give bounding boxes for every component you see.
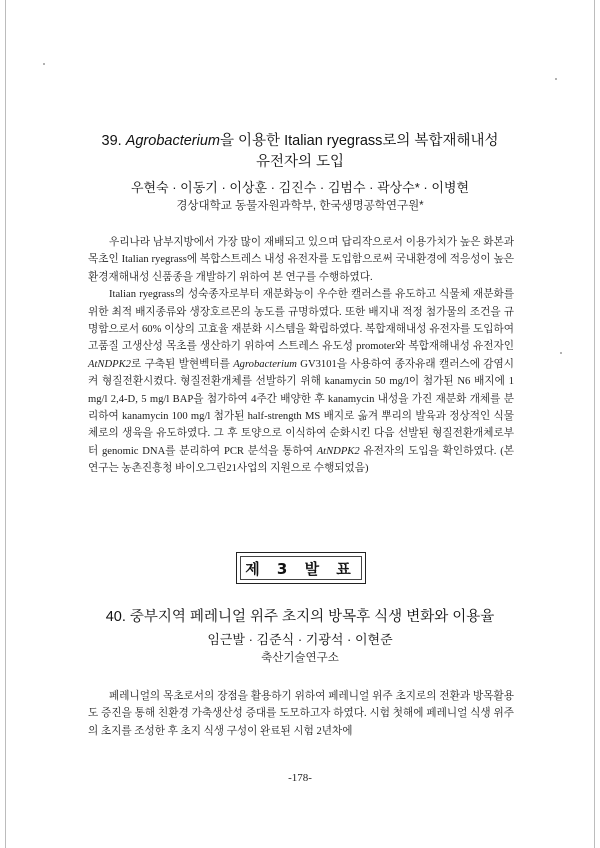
article-39-title-line1	[0, 129, 600, 150]
gene-name-atndpk2: AtNDPK2	[88, 358, 131, 370]
article-40-authors: 임근발 · 김준식 · 기광석 · 이현준	[207, 632, 393, 647]
gene-name-atndpk2: AtNDPK2	[316, 445, 360, 457]
article-39-title-rest: 을 이용한 Italian ryegrass로의 복합재해내성	[219, 133, 499, 149]
page-number: -178-	[288, 772, 312, 784]
article-40-body	[88, 688, 514, 740]
scan-speck	[560, 352, 562, 354]
article-40-affiliation: 축산기술연구소	[261, 652, 339, 664]
species-name-agrobacterium: Agrobacterium	[233, 358, 297, 370]
article-40-title: 40. 중부지역 페레니얼 위주 초지의 방목후 식생 변화와 이용율	[105, 609, 495, 625]
article-39-number: 39.	[101, 133, 126, 149]
article-39-authors: 우현숙 · 이동기 · 이상훈 · 김진수 · 김범수 · 곽상수* · 이병현	[130, 180, 470, 195]
article-39-body	[88, 234, 514, 478]
page-edge-left	[5, 0, 6, 848]
scan-speck	[555, 78, 557, 80]
session-heading-label: 제 3 발 표	[240, 556, 362, 580]
article-39-title-italic: Agrobacterium	[125, 133, 220, 149]
article-39-paragraph-2: Italian ryegrass의 성숙종자로부터 재분화능이 우수한 캘러스를 유도하고 식물체 재분화를 위한 최적 배지종류와 생장호르몬의 농도를 규명하였다. 또한 배지내 적정 첨가물의 조건을 규명함으로서 60% 이상의 고효율 재분화 시스템을 확립하였다. 복합재해내성 유전자를 도입하여 고품질 고생산성 목초를 생산하기 위하여 스트레스 유도성 promoter와 복합재해내성 유전자인 AtNDPK2로 구축된 발현벡터를 Agrobacterium GV3101을 사용하여 종자유래 캘러스에 감염시켜 형질전환시켰다. 형질전환개체를 선발하기 위해 kanamycin 50 mg/l이 첨가된 N6 배지에 1 mg/l 2,4-D, 5 mg/l BAP을 첨가하여 4주간 배양한 후 kanamycin 내성을 가진 재분화 개체를 분리하여 kanamycin 100 mg/l 첨가된 half-strength MS 배지로 옮겨 뿌리의 발육과 정상적인 식물체로의 생육을 유도하였다. 그 후 토양으로 이식하여 순화시킨 다음 선발된 형질전환개체로부터 genomic DNA를 분리하여 PCR 분석을 통하여 AtNDPK2 유전자의 도입을 확인하였다. (본 연구는 농촌진흥청 바이오그린21사업의 지원으로 수행되었음)	[88, 289, 515, 475]
article-39-paragraph-1: 우리나라 남부지방에서 가장 많이 재배되고 있으며 답리작으로서 이용가치가 높은 화본과 목초인 Italian ryegrass에 복합스트레스 내성 유전자를 도입함으로써 국내환경에 적응성이 높은 환경재해내성 신품종을 개발하기 위하여 본 연구를 수행하였다.	[88, 237, 514, 283]
article-39-affiliation: 경상대학교 동물자원과학부, 한국생명공학연구원*	[176, 200, 424, 212]
article-39-title-line2: 유전자의 도입	[255, 154, 345, 170]
scan-speck	[43, 63, 45, 65]
session-heading-box	[236, 552, 366, 584]
article-40-paragraph-1: 페레니얼의 목초로서의 장점을 활용하기 위하여 페레니얼 위주 초지로의 전환과 방목활용도 증진을 통해 친환경 가축생산성 증대를 도모하고자 하였다. 시험 첫해에 페레니얼 식생 위주의 초지를 조성한 후 초지 식생 구성이 완료된 시험 2년차에	[88, 691, 514, 737]
page-edge-right	[594, 0, 595, 848]
